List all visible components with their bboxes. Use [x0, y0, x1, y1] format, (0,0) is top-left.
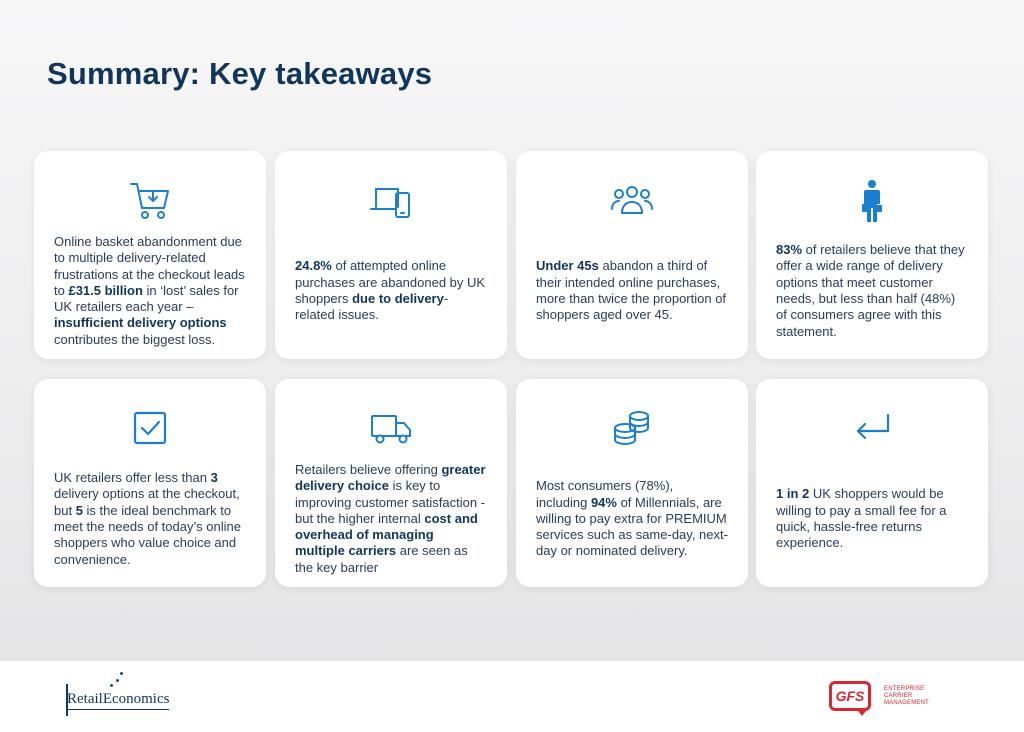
highlight-text: 83%: [776, 242, 803, 258]
takeaway-text: [536, 463, 728, 575]
takeaway-card-under-45s: [516, 151, 748, 359]
takeaway-card-returns: [756, 379, 988, 587]
gfs-tagline-line: MANAGEMENT: [884, 700, 930, 706]
retail-economics-logo-text: RetailEconomics: [67, 691, 169, 710]
group-people-icon: [610, 179, 654, 223]
gfs-logo-tagline: [884, 686, 929, 707]
body-text: is key to improving customer satisfaction - but the higher internal: [295, 478, 486, 526]
gfs-tagline-line: CARRIER: [884, 693, 913, 699]
takeaway-text: [776, 235, 968, 347]
body-text: -related issues.: [295, 291, 449, 323]
return-arrow-icon: [850, 407, 894, 451]
highlight-text: £31.5 billion: [68, 282, 143, 298]
body-text: Retailers believe offering: [295, 461, 442, 477]
takeaway-card-premium-services: [516, 379, 748, 587]
highlight-text: 94%: [590, 494, 617, 510]
body-text: Online basket abandonment due to multiple delivery-related frustrations at the checkout leads to: [54, 233, 245, 298]
body-text: contributes the biggest loss.: [54, 331, 216, 347]
takeaway-card-basket-abandonment: [34, 151, 266, 359]
takeaway-card-retailer-belief: [756, 151, 988, 359]
shopping-cart-icon: [128, 179, 172, 223]
takeaway-text: [776, 463, 968, 575]
highlight-text: 5: [75, 502, 83, 518]
laptop-tablet-icon: [369, 179, 413, 223]
body-text: Most consumers (78%), including: [536, 478, 674, 510]
highlight-text: 24.8%: [295, 258, 332, 274]
takeaway-text: [295, 463, 487, 575]
highlight-text: due to delivery: [352, 291, 444, 306]
body-text: are seen as the key barrier: [295, 543, 468, 575]
gfs-logo: [829, 681, 877, 719]
body-text: is the ideal benchmark to meet the needs of today’s online shoppers who value choice and convenience.: [54, 502, 241, 567]
takeaway-card-delivery-choice: [275, 379, 507, 587]
page-title: Summary: Key takeaways: [47, 56, 433, 91]
delivery-truck-icon: [369, 407, 413, 451]
takeaway-text: [536, 235, 728, 347]
gfs-tagline-line: ENTERPRISE: [884, 686, 925, 692]
takeaway-card-abandoned-purchases: [275, 151, 507, 359]
highlight-text: greater delivery choice: [295, 461, 486, 494]
body-text: abandon a third of their intended online purchases, more than twice the proportion of shoppers aged over 45.: [536, 258, 727, 323]
highlight-text: 1 in 2: [776, 486, 810, 502]
takeaway-text: [295, 235, 487, 347]
body-text: of retailers believe that they offer a wide range of delivery options that meet customer needs, but less than half (48%) of consumers agree with this statement.: [776, 242, 965, 339]
takeaway-card-delivery-options: [34, 379, 266, 587]
takeaway-text: [54, 463, 246, 575]
highlight-text: Under 45s: [536, 258, 599, 274]
body-text: in ‘lost’ sales for UK retailers each year –: [54, 282, 239, 315]
checkbox-icon: [128, 407, 172, 451]
takeaway-text: [54, 235, 246, 347]
highlight-text: cost and overhead of managing multiple carriers: [295, 510, 478, 559]
body-text: of attempted online purchases are abandoned by UK shoppers: [295, 258, 486, 306]
body-text: of Millennials, are willing to pay extra for PREMIUM services such as same-day, next-day or nominated delivery.: [536, 494, 728, 559]
gfs-logo-mark: GFS: [829, 681, 871, 711]
coin-stack-icon: [610, 407, 654, 451]
shopper-icon: [850, 179, 894, 223]
body-text: UK retailers offer less than: [54, 470, 211, 486]
highlight-text: insufficient delivery options: [54, 315, 227, 331]
body-text: UK shoppers would be willing to pay a small fee for a quick, hassle-free returns experience.: [776, 486, 947, 551]
highlight-text: 3: [210, 470, 218, 486]
body-text: delivery options at the checkout, but: [54, 486, 240, 518]
